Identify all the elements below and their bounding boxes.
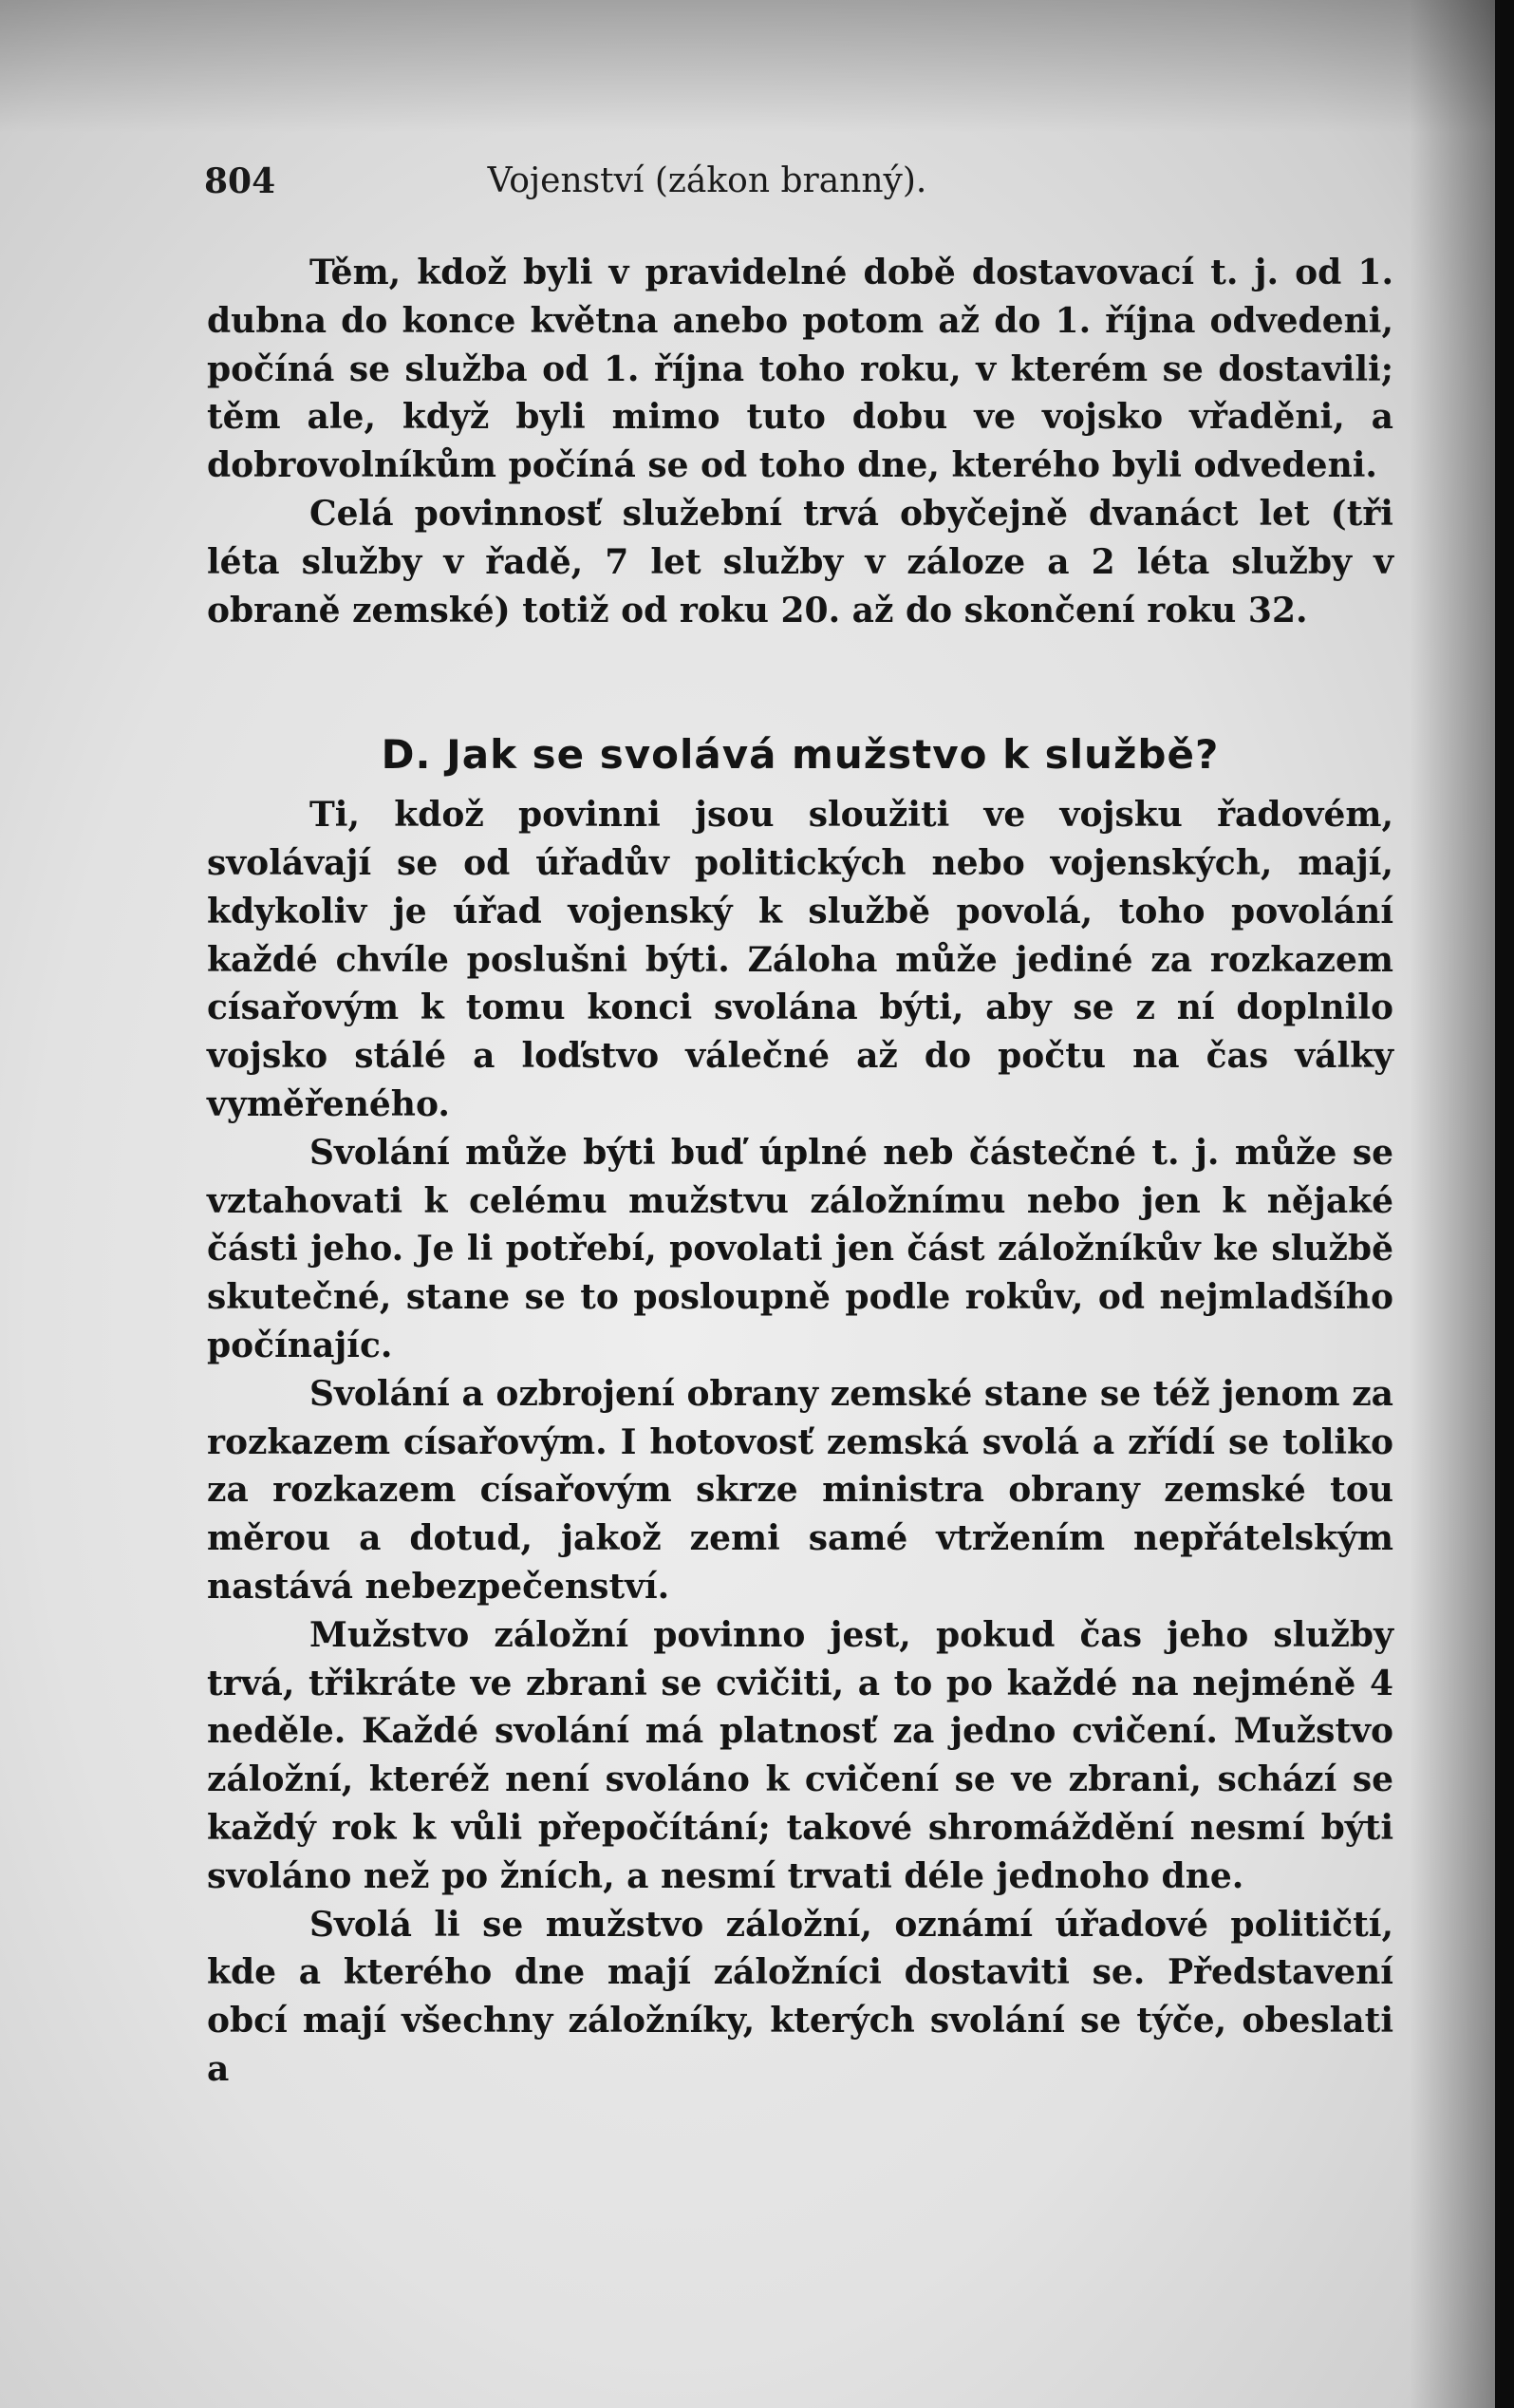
section-heading: D. Jak se svolává mužstvo k službě? <box>381 731 1220 779</box>
page-number: 804 <box>204 161 276 201</box>
body-text <box>207 249 1393 2094</box>
paragraph: Svolání může býti buď úplné neb částečné t. j. může se vztahovati k celému mužstvu záložnímu nebo jen k nějaké části jeho. Je li potřebí, povolati jen část záložníkův ke službě skutečné, stane se to posloupně podle rokův, od nejmladšího počínajíc. <box>207 1132 1393 1365</box>
paragraph: Ti, kdož povinni jsou sloužiti ve vojsku řadovém, svolávají se od úřadův politických nebo vojenských, mají, kdykoliv je úřad vojenský k službě povolá, toho povolání každé chvíle poslušni býti. Záloha může jediné za rozkazem císařovým k tomu konci svolána býti, aby se z ní doplnilo vojsko stálé a loďstvo válečné až do počtu na čas války vyměřeného. <box>207 795 1393 1124</box>
scan-shadow-top <box>0 0 1495 133</box>
paragraph: Mužstvo záložní povinno jest, pokud čas jeho služby trvá, třikráte ve zbrani se cvičiti, a to po každé na nejméně 4 neděle. Každé svolání má platnosť za jedno cvičení. Mužstvo záložní, kteréž není svoláno k cvičení se ve zbrani, schází se každý rok k vůli přepočítání; takové shromáždění nesmí býti svoláno než po žních, a nesmí trvati déle jednoho dne. <box>207 1614 1393 1896</box>
paragraph: Svolá li se mužstvo záložní, oznámí úřadové političtí, kde a kterého dne mají záložníci dostaviti se. Představení obcí mají všechny záložníky, kterých svolání se týče, obeslati a <box>207 1904 1393 2089</box>
paragraph: Celá povinnosť služební trvá obyčejně dvanáct let (tři léta služby v řadě, 7 let služby v záloze a 2 léta služby v obraně zemské) totiž od roku 20. až do skončení roku 32. <box>207 493 1393 630</box>
scan-shadow-edge <box>1410 0 1495 2408</box>
running-head <box>204 161 1391 218</box>
paragraph: Svolání a ozbrojení obrany zemské stane se též jenom za rozkazem císařovým. I hotovosť zemská svolá a zřídí se toliko za rozkazem císařovým skrze ministra obrany zemské tou měrou a dotud, jakož zemi samé vtržením nepřátelským nastává nebezpečenství. <box>207 1373 1393 1607</box>
paragraph: Těm, kdož byli v pravidelné době dostavovací t. j. od 1. dubna do konce května anebo potom až do 1. října odvedeni, počíná se služba od 1. října toho roku, v kterém se dostavili; těm ale, když byli mimo tuto dobu ve vojsko vřaděni, a dobrovolníkům počíná se od toho dne, kterého byli odvedeni. <box>207 253 1393 486</box>
running-title: Vojenství (zákon branný). <box>487 161 927 200</box>
